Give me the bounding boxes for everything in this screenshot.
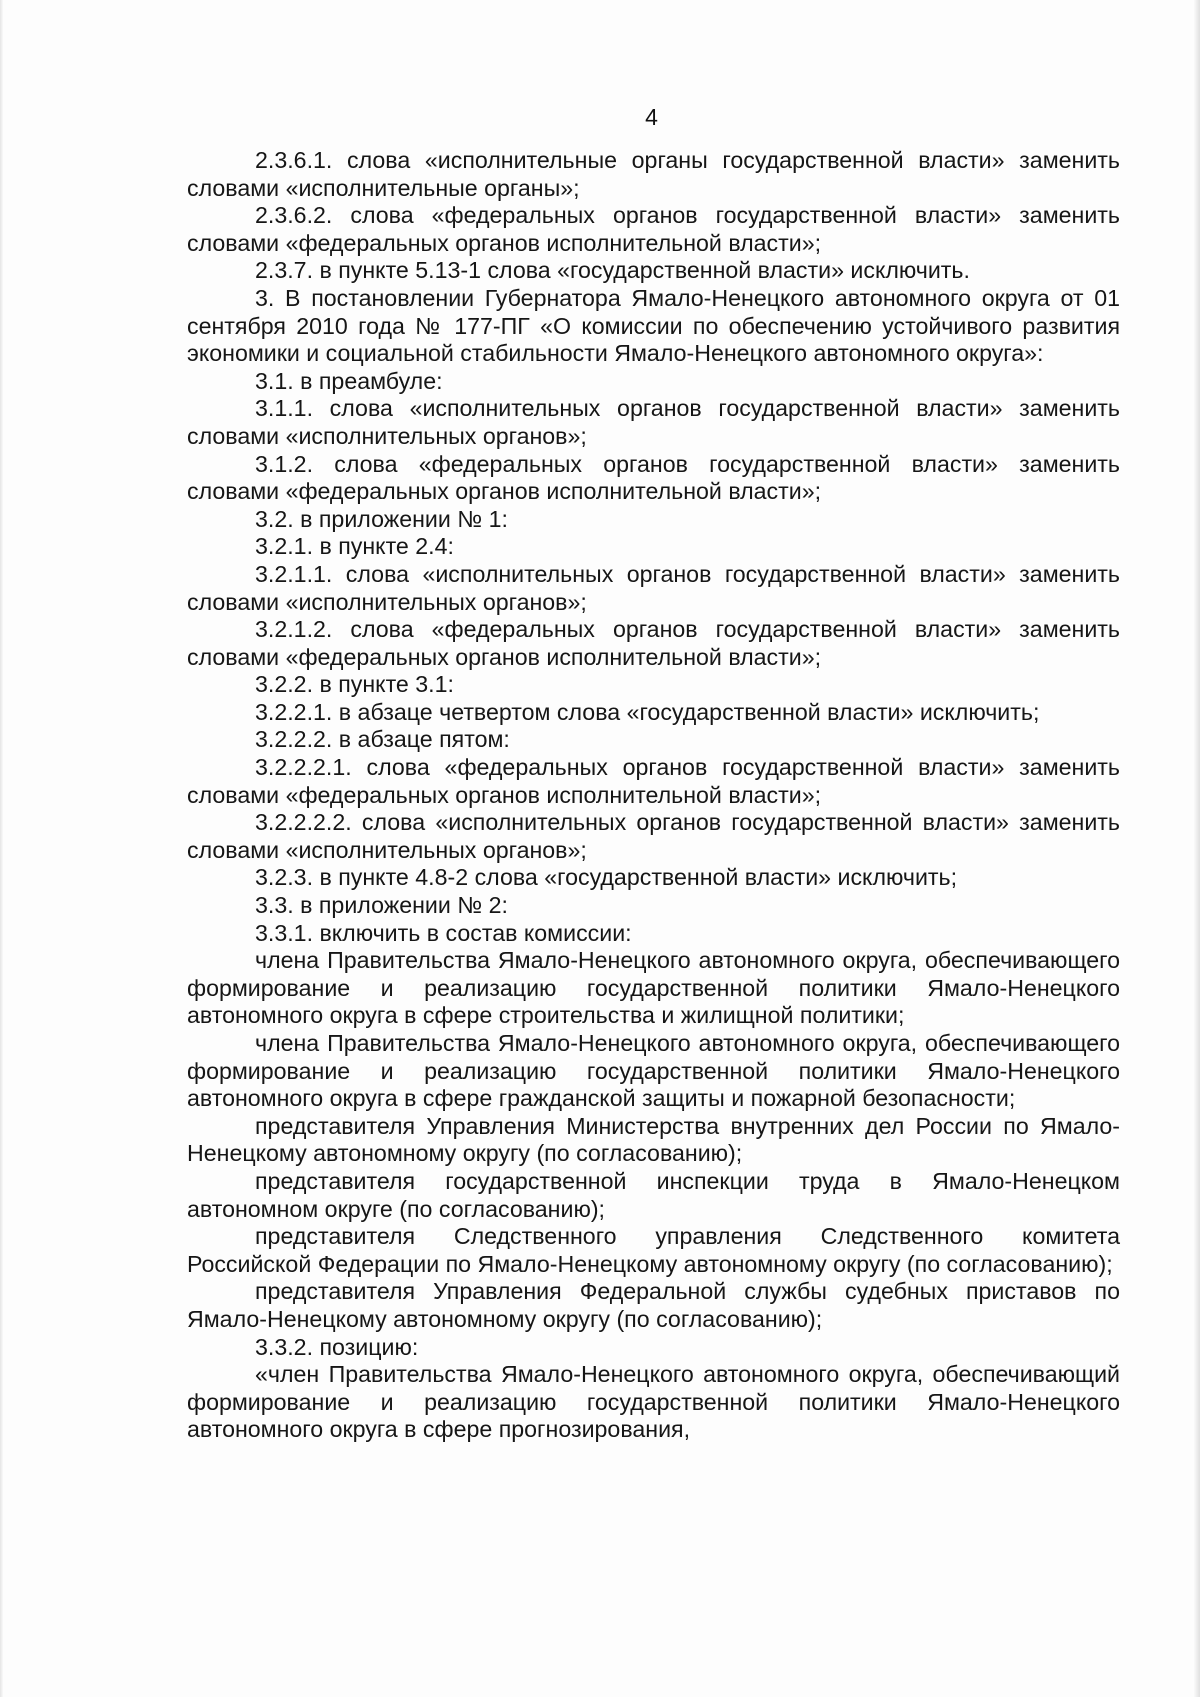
scan-edge-left bbox=[0, 0, 3, 1697]
paragraph-3-1-2: 3.1.2. слова «федеральных органов государственной власти» заменить словами «федеральных органов исполнительной власти»; bbox=[187, 450, 1120, 505]
document-body bbox=[187, 147, 1120, 1444]
paragraph-3-2-1-1: 3.2.1.1. слова «исполнительных органов государственной власти» заменить словами «исполнительных органов»; bbox=[187, 560, 1120, 615]
paragraph-3-2-2: 3.2.2. в пункте 3.1: bbox=[255, 671, 454, 698]
list-item-bailiffs-service: представителя Управления Федеральной службы судебных приставов по Ямало-Ненецкому автономному округу (по согласованию); bbox=[187, 1278, 1120, 1332]
paragraph-3-2-1-2: 3.2.1.2. слова «федеральных органов государственной власти» заменить словами «федеральных органов исполнительной власти»; bbox=[187, 616, 1120, 670]
page-number: 4 bbox=[645, 104, 658, 130]
paragraph-3-2-2-1: 3.2.2.1. в абзаце четвертом слова «государственной власти» исключить; bbox=[255, 698, 1040, 725]
paragraph-3-3-2: 3.3.2. позицию: bbox=[255, 1333, 419, 1360]
paragraph-3-2-1: 3.2.1. в пункте 2.4: bbox=[255, 533, 454, 560]
paragraph-3-3: 3.3. в приложении № 2: bbox=[255, 892, 508, 919]
paragraph-3-2-2-2-2: 3.2.2.2.2. слова «исполнительных органов государственной власти» заменить словами «исполнительных органов»; bbox=[187, 809, 1120, 863]
paragraph-2-3-6-2: 2.3.6.2. слова «федеральных органов государственной власти» заменить словами «федеральных органов исполнительной власти»; bbox=[187, 202, 1120, 256]
paragraph-3-1-1: 3.1.1. слова «исполнительных органов государственной власти» заменить словами «исполнительных органов»; bbox=[187, 395, 1120, 449]
paragraph-3-1: 3.1. в преамбуле: bbox=[255, 367, 443, 394]
paragraph-3-2-2-2: 3.2.2.2. в абзаце пятом: bbox=[255, 726, 510, 753]
paragraph-2-3-7: 2.3.7. в пункте 5.13-1 слова «государственной власти» исключить. bbox=[255, 257, 970, 284]
paragraph-3-2-3: 3.2.3. в пункте 4.8-2 слова «государственной власти» исключить; bbox=[255, 864, 958, 891]
scan-edge-right bbox=[1194, 0, 1200, 1697]
paragraph-3-2-2-2-1: 3.2.2.2.1. слова «федеральных органов государственной власти» заменить словами «федеральных органов исполнительной власти»; bbox=[187, 754, 1120, 808]
paragraph-3-2: 3.2. в приложении № 1: bbox=[255, 505, 508, 532]
list-item-civil-defense: члена Правительства Ямало-Ненецкого автономного округа, обеспечивающего формирование и реализацию государственной политики Ямало-Ненецкого автономного округа в сфере гражданской защиты и пожарной безопасности; bbox=[187, 1030, 1120, 1112]
list-item-construction: члена Правительства Ямало-Ненецкого автономного округа, обеспечивающего формирование и реализацию государственной политики Ямало-Ненецкого автономного округа в сфере строительства и жилищной политики; bbox=[187, 947, 1120, 1029]
list-item-investigative-committee: представителя Следственного управления Следственного комитета Российской Федерации по Ямало-Ненецкому автономному округу (по согласованию); bbox=[187, 1223, 1120, 1277]
list-item-labor-inspection: представителя государственной инспекции труда в Ямало-Ненецком автономном округе (по согласованию); bbox=[187, 1167, 1120, 1222]
paragraph-position-quote: «член Правительства Ямало-Ненецкого автономного округа, обеспечивающий формирование и реализацию государственной политики Ямало-Ненецкого автономного округа в сфере прогнозирования, bbox=[187, 1361, 1120, 1443]
paragraph-3-3-1: 3.3.1. включить в состав комиссии: bbox=[255, 919, 632, 946]
paragraph-2-3-6-1: 2.3.6.1. слова «исполнительные органы государственной власти» заменить словами «исполнительные органы»; bbox=[187, 147, 1120, 201]
list-item-interior-ministry: представителя Управления Министерства внутренних дел России по Ямало-Ненецкому автономному округу (по согласованию); bbox=[187, 1112, 1120, 1167]
paragraph-3: 3. В постановлении Губернатора Ямало-Ненецкого автономного округа от 01 сентября 2010 года № 177-ПГ «О комиссии по обеспечению устойчивого развития экономики и социальной стабильности Ямало-Ненецкого автономного округа»: bbox=[187, 284, 1120, 367]
